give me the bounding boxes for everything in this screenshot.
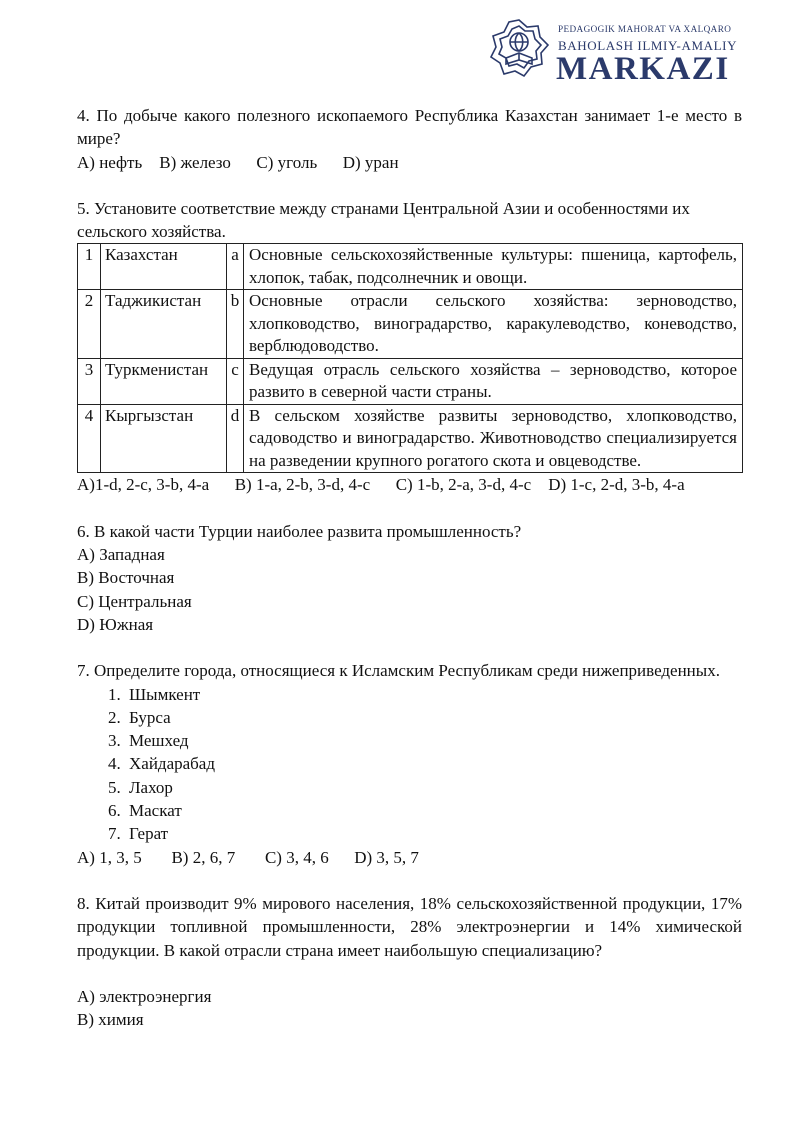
option-a: A) 1, 3, 5 [77,847,142,867]
question-5-options [77,473,742,496]
country-name: Туркменистан [101,358,227,404]
logo-line-3: MARKAZI [556,51,730,87]
table-row [78,290,743,359]
option-a: A)1-d, 2-c, 3-b, 4-a [77,475,210,495]
option-d: D) 3, 5, 7 [354,847,419,867]
option-b: B) Восточная [77,568,175,588]
agriculture-description: Основные отрасли сельского хозяйства: зерноводство, хлопководство, виноградарство, каракулеводство, коневодство, верблюдоводство. [244,290,743,359]
list-item: 6. Маскат [125,799,742,822]
list-item: 7. Герат [125,822,742,845]
country-name: Таджикистан [101,290,227,359]
list-item: 3. Мешхед [125,729,742,752]
option-c: C) 1-b, 2-a, 3-d, 4-c [395,475,532,495]
option-d: D) 1-c, 2-d, 3-b, 4-a [548,475,685,495]
question-7-text: 7. Определите города, относящиеся к Исламским Республикам среди нижеприведенных. [77,661,720,681]
option-b: B) 2, 6, 7 [171,847,236,867]
row-letter: a [227,244,244,290]
question-6-text: 6. В какой части Турции наиболее развита промышленность? [77,521,522,541]
question-4-options [77,151,742,174]
emblem-icon [488,18,550,80]
option-b: B) 1-a, 2-b, 3-d, 4-c [234,475,371,495]
option-a: A) Западная [77,545,165,565]
question-4-text: 4. По добыче какого полезного ископаемого Республика Казахстан занимает 1-е место в мире? [77,106,742,149]
logo-line-2: BAHOLASH ILMIY-AMALIY [558,38,738,53]
city-list [77,683,742,846]
option-d: D) уран [342,152,399,172]
row-letter: d [227,404,244,473]
option-c: C) уголь [256,152,318,172]
option-b: B) железо [159,152,231,172]
list-item: 1. Шымкент [125,683,742,706]
table-row [78,358,743,404]
agriculture-description: Ведущая отрасль сельского хозяйства – зерноводство, которое развито в северной части страны. [244,358,743,404]
table-row [78,244,743,290]
table-row [78,404,743,473]
document-content [77,104,742,1031]
row-letter: b [227,290,244,359]
question-5-text: 5. Установите соответствие между странами Центральной Азии и особенностями их сельского хозяйства. [77,198,690,242]
row-number: 4 [78,404,101,473]
option-c: C) Центральная [77,591,192,611]
list-item: 4. Хайдарабад [125,752,742,775]
option-c: C) 3, 4, 6 [264,847,329,867]
option-a: A) электроэнергия [77,986,212,1006]
country-name: Кыргызстан [101,404,227,473]
row-number: 2 [78,290,101,359]
row-number: 1 [78,244,101,290]
question-8-text: 8. Китай производит 9% мирового населения, 18% сельскохозяйственной продукции, 17% продукции топливной промышленности, 28% электроэнергии и 14% химической продукции. В какой отрасли страна имеет наибольшую специализацию? [77,893,742,960]
markazi-logo [488,18,748,90]
list-item: 5. Лахор [125,776,742,799]
option-b: B) химия [77,1010,144,1030]
row-number: 3 [78,358,101,404]
country-name: Казахстан [101,244,227,290]
row-letter: c [227,358,244,404]
question-7-options [77,846,742,869]
agriculture-description: Основные сельскохозяйственные культуры: пшеница, картофель, хлопок, табак, подсолнечник и овощи. [244,244,743,290]
agriculture-description: В сельском хозяйстве развиты зерноводство, хлопководство, садоводство и виноградарство. Животноводство специализируется на разведении крупного рогатого скота и овцеводстве. [244,404,743,473]
option-d: D) Южная [77,614,154,634]
logo-line-1: PEDAGOGIK MAHORAT VA XALQARO [558,24,732,34]
option-a: A) нефть [77,152,143,172]
matching-table [77,243,743,473]
list-item: 2. Бурса [125,706,742,729]
